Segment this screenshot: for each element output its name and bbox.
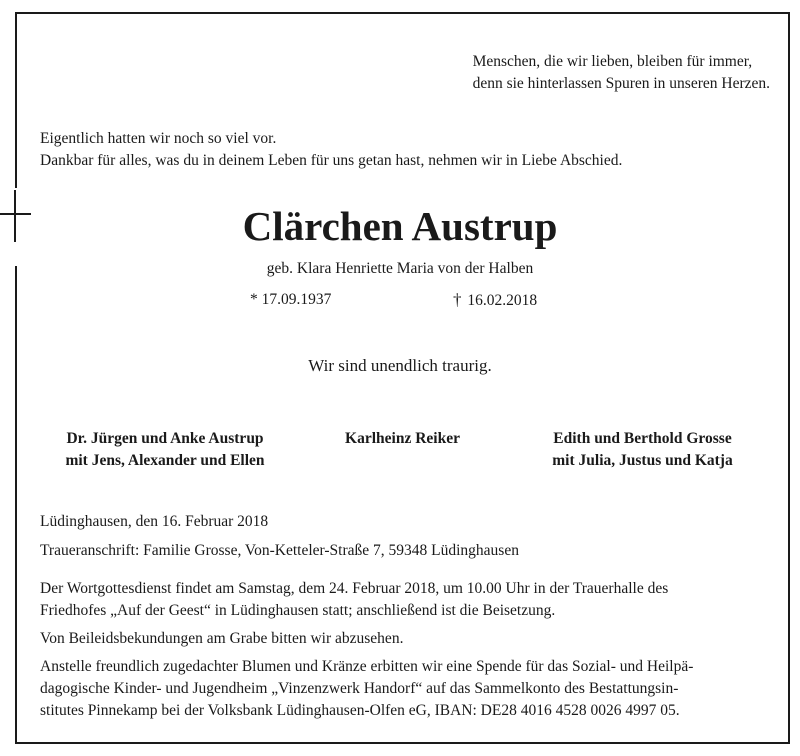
poem-line-2: denn sie hinterlassen Spuren in unseren Herzen. bbox=[472, 75, 770, 92]
place-date: Lüdinghausen, den 16. Februar 2018 bbox=[40, 513, 269, 530]
poem bbox=[473, 51, 770, 95]
death-date bbox=[453, 289, 537, 312]
intro-text bbox=[40, 128, 622, 172]
service-line-1: Der Wortgottesdienst findet am Samstag, dem 24. Februar 2018, um 10.00 Uhr in der Trauerhalle des bbox=[40, 580, 669, 597]
mourner-group-3 bbox=[520, 428, 765, 472]
mourner-group-2 bbox=[325, 428, 480, 450]
motto: Wir sind unendlich traurig. bbox=[308, 356, 492, 375]
death-date-value: 16.02.2018 bbox=[467, 292, 538, 309]
deceased-name: Clärchen Austrup bbox=[242, 203, 558, 249]
intro-line-1: Eigentlich hatten wir noch so viel vor. bbox=[40, 130, 277, 147]
service-info bbox=[40, 578, 775, 622]
poem-line-1: Menschen, die wir lieben, bleiben für immer, bbox=[472, 53, 753, 70]
mourner-2-line-1: Karlheinz Reiker bbox=[345, 430, 460, 447]
service-line-2: Friedhofes „Auf der Geest“ in Lüdinghausen statt; anschließend ist die Beisetzung. bbox=[40, 602, 556, 619]
condolence-note: Von Beileidsbekundungen am Grabe bitten wir abzusehen. bbox=[40, 630, 404, 647]
dagger-icon: † bbox=[453, 290, 462, 309]
mourning-address: Traueranschrift: Familie Grosse, Von-Ketteler-Straße 7, 59348 Lüdinghausen bbox=[40, 542, 519, 559]
donation-line-3: stitutes Pinnekamp bei der Volksbank Lüdinghausen-Olfen eG, IBAN: DE28 4016 4528 0026 4997 05. bbox=[40, 702, 680, 719]
birth-name: geb. Klara Henriette Maria von der Halben bbox=[266, 260, 534, 277]
mourner-group-1 bbox=[40, 428, 290, 472]
donation-info bbox=[40, 656, 775, 722]
donation-line-1: Anstelle freundlich zugedachter Blumen und Kränze erbitten wir eine Spende für das Sozial- und Heilpä- bbox=[40, 658, 694, 675]
mourner-1-line-1: Dr. Jürgen und Anke Austrup bbox=[66, 430, 264, 447]
donation-line-2: dagogische Kinder- und Jugendheim „Vinzenzwerk Handorf“ auf das Sammelkonto des Bestattungsin- bbox=[40, 680, 679, 697]
mourner-3-line-2: mit Julia, Justus und Katja bbox=[552, 452, 733, 469]
intro-line-2: Dankbar für alles, was du in deinem Leben für uns getan hast, nehmen wir in Liebe Abschied. bbox=[40, 152, 623, 169]
mourner-1-line-2: mit Jens, Alexander und Ellen bbox=[65, 452, 265, 469]
birth-date: * 17.09.1937 bbox=[250, 291, 332, 308]
mourner-3-line-1: Edith und Berthold Grosse bbox=[553, 430, 732, 447]
